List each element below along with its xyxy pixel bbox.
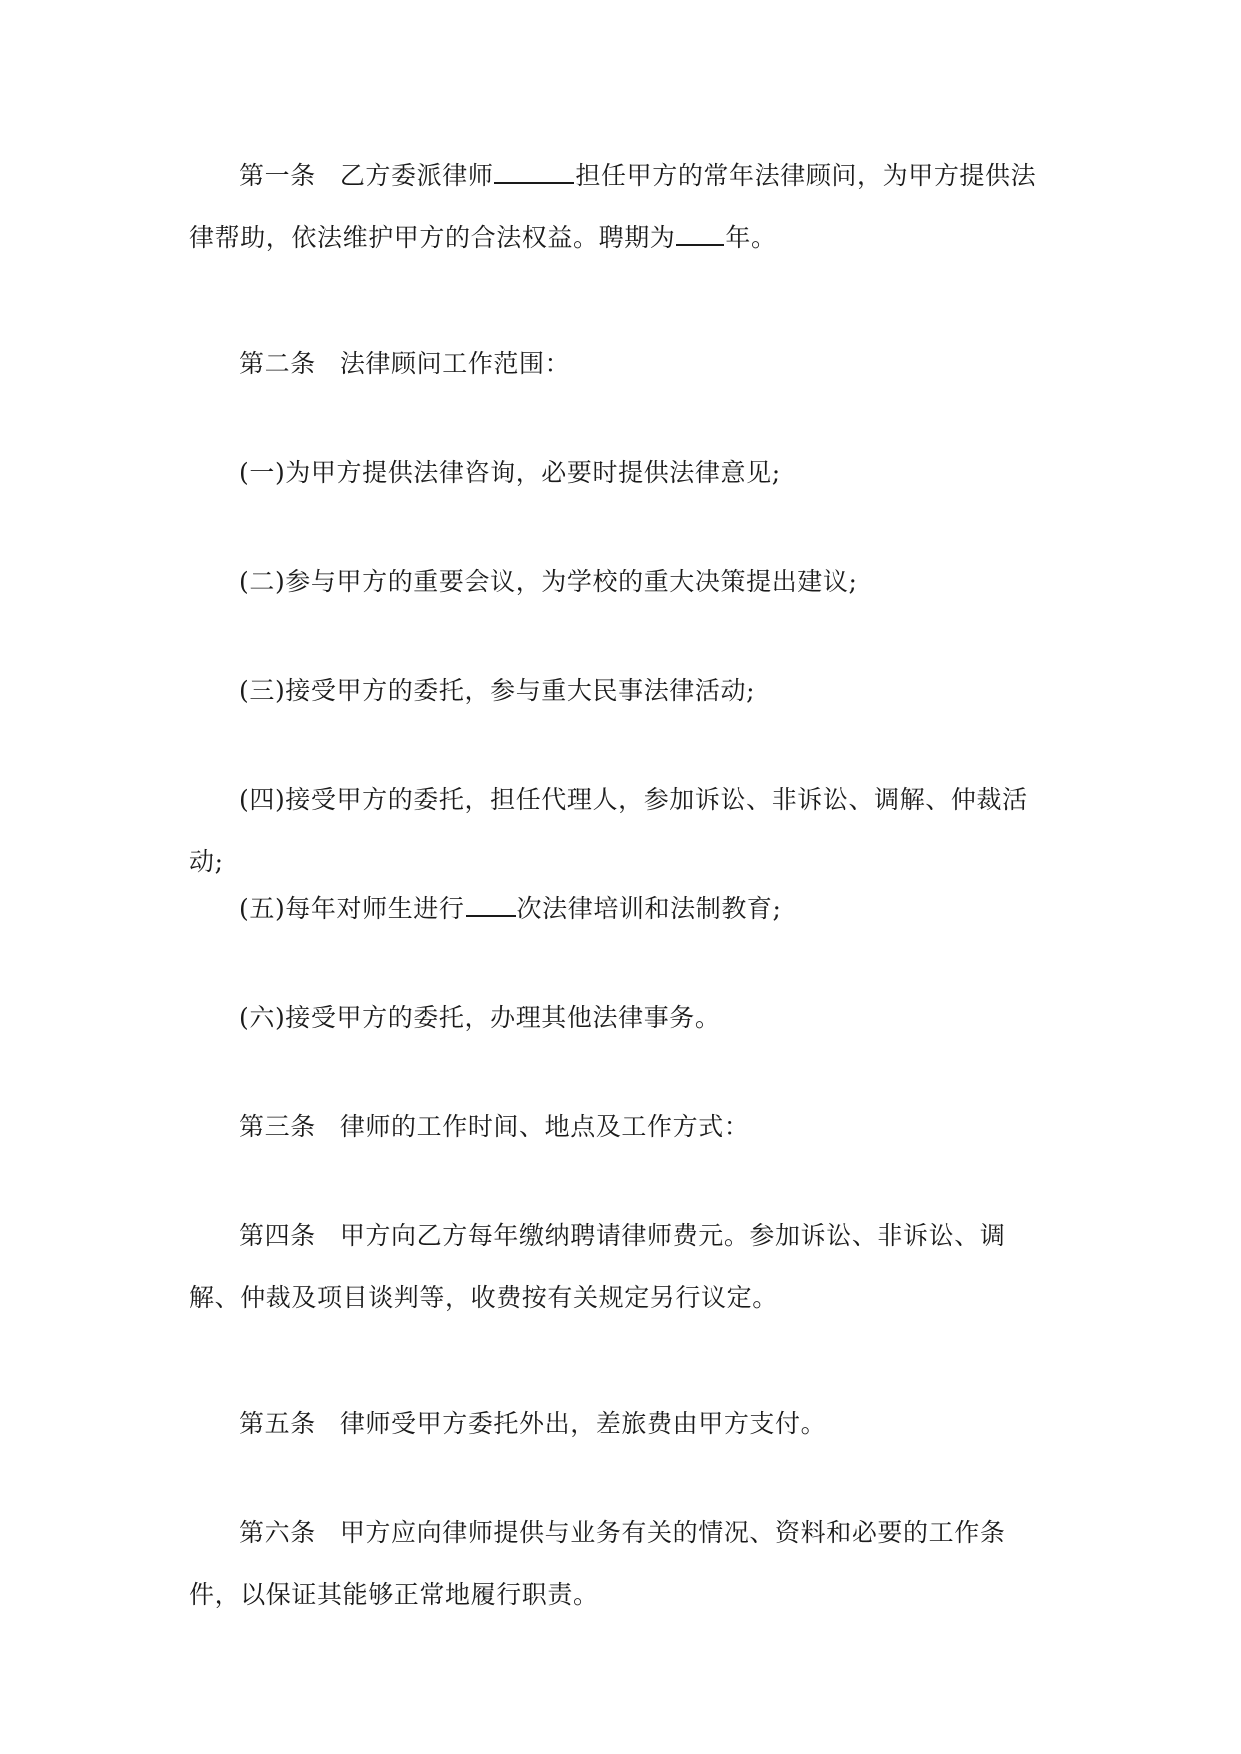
article-3: 第三条 律师的工作时间、地点及工作方式： (239, 1112, 750, 1141)
article-5: 第五条 律师受甲方委托外出，差旅费由甲方支付。 (239, 1409, 827, 1438)
term-years-blank (676, 222, 724, 246)
article-label: 第三条 (239, 1112, 316, 1141)
scope-item-5: (五)每年对师生进行 次法律培训和法制教育; (239, 894, 782, 923)
article-label: 第二条 (239, 349, 316, 378)
scope-item-2: (二)参与甲方的重要会议，为学校的重大决策提出建议; (239, 567, 858, 596)
scope-item-4: (四)接受甲方的委托，担任代理人，参加诉讼、非诉讼、调解、仲裁活动; (189, 785, 1028, 876)
lawyer-name-blank (494, 160, 574, 184)
article-label: 第五条 (239, 1409, 316, 1438)
scope-item-3: (三)接受甲方的委托，参与重大民事法律活动; (239, 676, 756, 705)
article-label: 第六条 (239, 1518, 316, 1547)
scope-item-6: (六)接受甲方的委托，办理其他法律事务。 (239, 1003, 721, 1032)
article-4: 第四条 甲方向乙方每年缴纳聘请律师费元。参加诉讼、非诉讼、调解、仲裁及项目谈判等，收费按有关规定另行议定。 (189, 1221, 1006, 1312)
article-label: 第四条 (239, 1221, 316, 1250)
article-1: 第一条 乙方委派律师 担任甲方的常年法律顾问，为甲方提供法律帮助，依法维护甲方的合法权益。聘期为 年。 (189, 161, 1037, 252)
training-count-blank (466, 893, 516, 917)
article-6: 第六条 甲方应向律师提供与业务有关的情况、资料和必要的工作条件，以保证其能够正常地履行职责。 (189, 1518, 1006, 1609)
article-label: 第一条 (239, 161, 316, 190)
scope-item-1: (一)为甲方提供法律咨询，必要时提供法律意见; (239, 458, 781, 487)
article-2: 第二条 法律顾问工作范围： (239, 349, 571, 378)
